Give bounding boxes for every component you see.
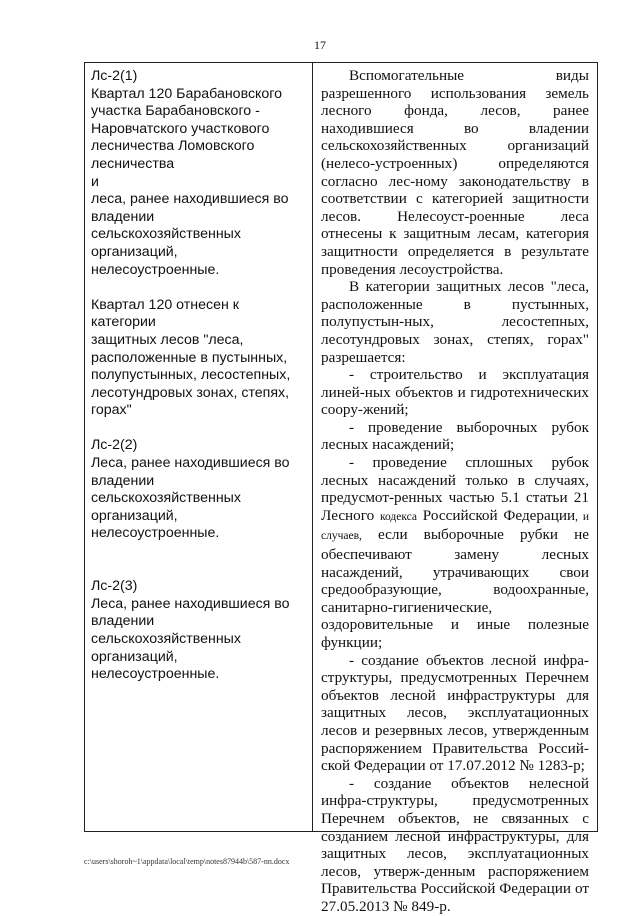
block3-code: Лс-2(2) <box>91 437 138 454</box>
list-item: - создание объектов нелесной инфра-структуры, предусмотренных Перечнем объектов, не связанных с созданием лесной инфраструктуры, для защитных лесов, эксплуатационных лесов, утверж-денным распоряжением Правительства Российской Федерации от 27.05.2013 № 849-р. <box>321 774 589 915</box>
block4-line: владении сельскохозяйственных <box>91 613 241 647</box>
list-item-text: Российской Федерации <box>422 506 576 524</box>
spacer <box>91 543 306 561</box>
spacer <box>91 420 306 438</box>
block1-line: леса, ранее находившиеся во <box>91 191 289 208</box>
block3-line: Леса, ранее находившиеся во <box>91 455 290 472</box>
block1-line: Квартал 120 Барабановского <box>91 85 283 102</box>
paragraph: В категории защитных лесов "леса, расположенные в пустынных, полупустын-ных, лесостепных, лесотундровых зонах, степях, горах" разрешается: <box>321 278 589 366</box>
page-number: 17 <box>314 38 326 52</box>
block2-line: расположенные в пустынных, <box>91 349 288 366</box>
block1-line: организаций, нелесоустроенные. <box>91 243 220 278</box>
block2-line: лесотундровых зонах, степях, <box>91 384 290 401</box>
block4-code: Лс-2(3) <box>91 578 138 595</box>
block3-line: владении сельскохозяйственных <box>91 472 241 507</box>
block1-line: лесничества <box>91 155 175 172</box>
list-item-text: если выборочные рубки не обеспечивают замену лесных насаждений, утрачивающих свои средообразующие, водоохранные, санитарно-гигиенические, оздоровительные и иные полезные функции; <box>321 526 589 651</box>
spacer <box>91 279 306 297</box>
block2-line: полупустынных, лесостепных, <box>91 367 291 384</box>
block2-line: Квартал 120 отнесен к категории <box>91 296 239 331</box>
block1-line: лесничества Ломовского <box>91 138 255 155</box>
list-item: - строительство и эксплуатация линей-ных объектов и гидротехнических соору-жений; <box>321 366 589 419</box>
right-column <box>313 63 597 915</box>
list-item: - создание объектов лесной инфра-структуры, предусмотренных Перечнем объектов лесной инфраструктуры для защитных лесов, эксплуатационных лесов и резервных лесов, утвержденным распоряжением Правительства Россий-ской Федерации от 17.07.2012 № 1283-р; <box>321 651 589 775</box>
block1-line: Наровчатского участкового <box>91 120 270 137</box>
block3-line: организаций, нелесоустроенные. <box>91 507 220 542</box>
small-text: кодекса <box>380 510 418 523</box>
block4-line: организаций, нелесоустроенные. <box>91 648 220 683</box>
footer-file-path: c:\users\shoroh~1\appdata\local\temp\notes87944b\587-nn.docx <box>84 857 290 866</box>
paragraph: Вспомогательные виды разрешенного использования земель лесного фонда, лесов, ранее находившиеся во владении сельскохозяйственных организаций (нелесо-устроенных) определяются согласно лес-ному законодательству в соответствии с категорией защитности лесов. Нелесоуст-роенные леса отнесены к защитным лесам, категория защитности определяется в результате проведения лесоустройства. <box>321 67 589 278</box>
block2-line: горах" <box>91 402 132 419</box>
block1-line: и <box>91 173 99 190</box>
list-item: - проведение выборочных рубок лесных насаждений; <box>321 418 589 454</box>
list-item <box>321 454 589 652</box>
block1-code: Лс-2(1) <box>91 68 138 84</box>
left-column <box>85 63 313 831</box>
block1-line: владении сельскохозяйственных <box>91 208 241 243</box>
block4-line: Леса, ранее находившиеся во <box>91 595 290 612</box>
small-text: , и случаев, <box>321 510 590 543</box>
list-item-text: - проведение сплошных рубок лесных насаждений только в случаях, предусмот-ренных частью 5.1 статьи 21 Лесного <box>321 454 589 524</box>
spacer <box>91 561 306 579</box>
block1-line: участка Барабановского - <box>91 103 260 120</box>
block2-line: защитных лесов "леса, <box>91 331 244 348</box>
